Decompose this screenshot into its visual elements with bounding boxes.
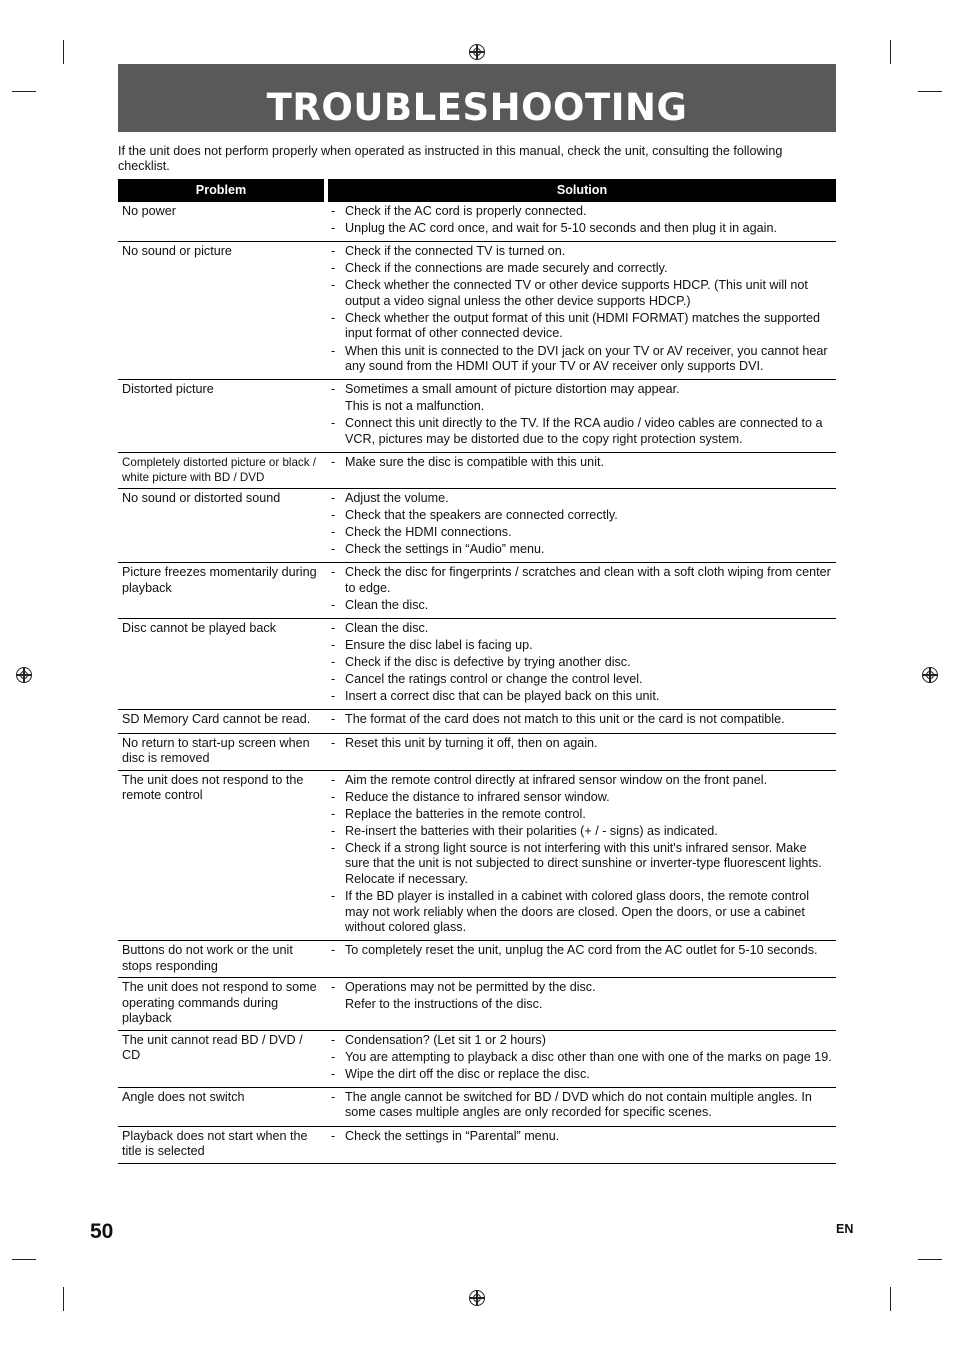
solution-text: Adjust the volume. [345, 490, 449, 505]
solution-item [328, 841, 832, 888]
solution-cell [328, 619, 836, 710]
solution-item [328, 1129, 832, 1145]
table-row [118, 563, 836, 619]
dash-bullet: - [331, 1066, 336, 1081]
dash-bullet: - [331, 490, 336, 505]
solution-item [328, 382, 832, 398]
solution-item [328, 621, 832, 637]
registration-mark-icon [16, 667, 32, 683]
solution-cell [328, 734, 836, 771]
solution-item [328, 399, 832, 415]
table-row [118, 734, 836, 771]
table-row [118, 489, 836, 563]
solution-item [328, 455, 832, 471]
solution-list [328, 980, 832, 1013]
crop-mark [12, 1259, 36, 1260]
dash-bullet: - [331, 806, 336, 821]
dash-bullet: - [331, 261, 336, 276]
table-row [118, 771, 836, 942]
solution-text: Clean the disc. [345, 597, 429, 612]
solution-cell [328, 1031, 836, 1088]
solution-item [328, 980, 832, 996]
solution-text: The format of the card does not match to this unit or the card is not compatible. [345, 712, 785, 727]
solution-text: Check if the disc is defective by trying another disc. [345, 655, 631, 670]
title-banner [118, 64, 836, 132]
table-row [118, 1127, 836, 1164]
solution-item [328, 943, 832, 959]
dash-bullet: - [331, 638, 336, 653]
solution-item [328, 525, 832, 541]
solution-item [328, 773, 832, 789]
crop-mark [918, 91, 942, 92]
solution-item [328, 1067, 832, 1083]
intro-paragraph: If the unit does not perform properly when operated as instructed in this manual, check the unit, consulting the following checklist. [118, 144, 783, 173]
dash-bullet: - [331, 542, 336, 557]
solution-text: Check the HDMI connections. [345, 525, 512, 540]
dash-bullet: - [331, 823, 336, 838]
table-body [118, 202, 836, 1164]
solution-text: Aim the remote control directly at infrared sensor window on the front panel. [345, 772, 768, 787]
dash-bullet: - [331, 278, 336, 293]
solution-cell [328, 380, 836, 453]
solution-text: Make sure the disc is compatible with this unit. [345, 454, 604, 469]
solution-item [328, 790, 832, 806]
problem-cell: The unit does not respond to some operating commands during playback [118, 978, 324, 1031]
solution-cell [328, 771, 836, 942]
solution-item [328, 278, 832, 309]
solution-list [328, 382, 832, 447]
solution-list [328, 736, 832, 752]
table-row [118, 242, 836, 380]
solution-item [328, 1090, 832, 1121]
solution-text: When this unit is connected to the DVI jack on your TV or AV receiver, you cannot hear any sound from the HDMI OUT if your TV or AV receiver only supports DVI. [345, 343, 828, 374]
dash-bullet: - [331, 621, 336, 635]
solution-text: Check if the AC cord is properly connected. [345, 204, 587, 218]
solution-list [328, 491, 832, 558]
solution-item [328, 736, 832, 752]
solution-text: Cancel the ratings control or change the control level. [345, 672, 643, 687]
dash-bullet: - [331, 565, 336, 580]
problem-cell: Disc cannot be played back [118, 619, 324, 710]
solution-text: This is not a malfunction. [345, 399, 485, 414]
dash-bullet: - [331, 735, 336, 750]
dash-bullet: - [331, 1089, 336, 1104]
solution-item [328, 655, 832, 671]
troubleshooting-table [118, 179, 836, 1164]
dash-bullet: - [331, 204, 336, 218]
solution-cell [328, 941, 836, 978]
solution-cell [328, 489, 836, 563]
solution-cell [328, 563, 836, 619]
table-header-row [118, 179, 836, 202]
solution-item [328, 638, 832, 654]
solution-list [328, 1129, 832, 1145]
dash-bullet: - [331, 980, 336, 995]
solution-item [328, 508, 832, 524]
solution-text: Check that the speakers are connected correctly. [345, 508, 618, 523]
solution-text: Re-insert the batteries with their polarities (+ / - signs) as indicated. [345, 823, 718, 838]
solution-text: Reset this unit by turning it off, then on again. [345, 735, 598, 750]
solution-text: Replace the batteries in the remote control. [345, 806, 586, 821]
solution-text: Check if the connected TV is turned on. [345, 244, 566, 259]
table-row [118, 380, 836, 453]
dash-bullet: - [331, 310, 336, 325]
table-row [118, 619, 836, 710]
solution-text: Check whether the output format of this unit (HDMI FORMAT) matches the supported input format of other connected device. [345, 310, 821, 341]
crop-mark [890, 40, 891, 64]
solution-text: You are attempting to playback a disc other than one with one of the marks on page 19. [345, 1049, 832, 1064]
solution-cell [328, 710, 836, 733]
solution-list [328, 773, 832, 936]
solution-list [328, 244, 832, 374]
table-row [118, 1031, 836, 1088]
solution-text: Condensation? (Let sit 1 or 2 hours) [345, 1032, 546, 1047]
page-title: TROUBLESHOOTING [266, 86, 688, 129]
solution-list [328, 621, 832, 705]
dash-bullet: - [331, 1032, 336, 1047]
dash-bullet: - [331, 1128, 336, 1143]
solution-cell [328, 1127, 836, 1164]
dash-bullet: - [331, 772, 336, 787]
registration-mark-icon [469, 44, 485, 60]
solution-text: Check whether the connected TV or other device supports HDCP. (This unit will not output a video signal unless the other device supports HDCP.) [345, 278, 808, 308]
solution-cell [328, 453, 836, 489]
dash-bullet: - [331, 712, 336, 727]
solution-text: Check the settings in “Parental” menu. [345, 1128, 560, 1143]
table-row [118, 710, 836, 733]
problem-cell: Buttons do not work or the unit stops responding [118, 941, 324, 978]
problem-cell: The unit does not respond to the remote control [118, 771, 324, 942]
dash-bullet: - [331, 655, 336, 670]
solution-text: Check if a strong light source is not interfering with this unit's infrared sensor. Make sure that the unit is not subjected to direct sunshine or inverter-type fluorescent lights. Relocate if necessary. [345, 840, 822, 886]
problem-cell: The unit cannot read BD / DVD / CD [118, 1031, 324, 1088]
solution-item [328, 261, 832, 277]
solution-item [328, 997, 832, 1013]
problem-cell: SD Memory Card cannot be read. [118, 710, 324, 733]
dash-bullet: - [331, 508, 336, 523]
crop-mark [12, 91, 36, 92]
problem-cell: No power [118, 202, 324, 242]
solution-item [328, 416, 832, 447]
solution-text: Ensure the disc label is facing up. [345, 638, 533, 653]
table-row [118, 978, 836, 1031]
crop-mark [63, 1287, 64, 1311]
crop-mark [918, 1259, 942, 1260]
registration-mark-icon [922, 667, 938, 683]
dash-bullet: - [331, 840, 336, 855]
solution-item [328, 672, 832, 688]
solution-text: Refer to the instructions of the disc. [345, 997, 543, 1012]
solution-cell [328, 202, 836, 242]
problem-cell: Picture freezes momentarily during playback [118, 563, 324, 619]
table-row [118, 1088, 836, 1127]
solution-item [328, 204, 832, 220]
problem-header: Problem [118, 179, 324, 202]
solution-text: Sometimes a small amount of picture distortion may appear. [345, 382, 680, 397]
problem-cell: Angle does not switch [118, 1088, 324, 1127]
solution-item [328, 889, 832, 936]
solution-cell [328, 978, 836, 1031]
solution-list [328, 204, 832, 237]
solution-item [328, 689, 832, 705]
page-number: 50 [90, 1220, 114, 1243]
crop-mark [63, 40, 64, 64]
solution-header: Solution [328, 179, 836, 202]
dash-bullet: - [331, 943, 336, 958]
solution-item [328, 1050, 832, 1066]
problem-cell: No return to start-up screen when disc is removed [118, 734, 324, 771]
dash-bullet: - [331, 244, 336, 259]
dash-bullet: - [331, 672, 336, 687]
solution-text: Check the disc for fingerprints / scratches and clean with a soft cloth wiping from center to edge. [345, 565, 831, 595]
language-label: EN [836, 1222, 854, 1236]
dash-bullet: - [331, 343, 336, 358]
solution-text: Insert a correct disc that can be played back on this unit. [345, 689, 660, 704]
solution-item [328, 491, 832, 507]
crop-mark [890, 1287, 891, 1311]
solution-item [328, 565, 832, 596]
solution-list [328, 1090, 832, 1121]
solution-item [328, 1033, 832, 1049]
problem-cell: Completely distorted picture or black / white picture with BD / DVD [118, 453, 324, 489]
dash-bullet: - [331, 1049, 336, 1064]
dash-bullet: - [331, 416, 336, 431]
solution-text: Operations may not be permitted by the disc. [345, 980, 596, 995]
solution-text: Connect this unit directly to the TV. If the RCA audio / video cables are connected to a VCR, pictures may be distorted due to the copy right protection system. [345, 416, 823, 446]
solution-text: The angle cannot be switched for BD / DVD which do not contain multiple angles. In some cases multiple angles are only recorded for specific scenes. [345, 1089, 812, 1120]
solution-text: Unplug the AC cord once, and wait for 5-10 seconds and then plug it in again. [345, 221, 777, 236]
dash-bullet: - [331, 789, 336, 804]
problem-cell: No sound or picture [118, 242, 324, 380]
solution-item [328, 807, 832, 823]
solution-text: Check the settings in “Audio” menu. [345, 542, 545, 557]
dash-bullet: - [331, 525, 336, 540]
solution-text: To completely reset the unit, unplug the AC cord from the AC outlet for 5-10 seconds. [345, 943, 818, 958]
solution-list [328, 455, 832, 471]
table-row [118, 941, 836, 978]
dash-bullet: - [331, 454, 336, 469]
solution-item [328, 712, 832, 728]
solution-text: Reduce the distance to infrared sensor window. [345, 789, 610, 804]
registration-mark-icon [469, 1290, 485, 1306]
problem-cell: Distorted picture [118, 380, 324, 453]
solution-item [328, 344, 832, 375]
solution-cell [328, 1088, 836, 1127]
solution-item [328, 542, 832, 558]
problem-cell: No sound or distorted sound [118, 489, 324, 563]
solution-item [328, 221, 832, 237]
solution-text: Check if the connections are made securely and correctly. [345, 261, 668, 276]
dash-bullet: - [331, 382, 336, 397]
solution-item [328, 598, 832, 614]
problem-cell: Playback does not start when the title is selected [118, 1127, 324, 1164]
solution-list [328, 1033, 832, 1083]
dash-bullet: - [331, 889, 336, 904]
solution-list [328, 943, 832, 959]
solution-item [328, 311, 832, 342]
dash-bullet: - [331, 689, 336, 704]
solution-text: Clean the disc. [345, 621, 429, 635]
solution-item [328, 824, 832, 840]
dash-bullet: - [331, 597, 336, 612]
table-row [118, 453, 836, 489]
solution-text: Wipe the dirt off the disc or replace the disc. [345, 1066, 590, 1081]
solution-list [328, 712, 832, 728]
solution-cell [328, 242, 836, 380]
solution-item [328, 244, 832, 260]
solution-text: If the BD player is installed in a cabinet with colored glass doors, the remote control may not work reliably when the doors are closed. Open the doors, or use a cabinet without colored glass. [345, 889, 810, 935]
dash-bullet: - [331, 221, 336, 236]
table-row [118, 202, 836, 242]
solution-list [328, 565, 832, 613]
